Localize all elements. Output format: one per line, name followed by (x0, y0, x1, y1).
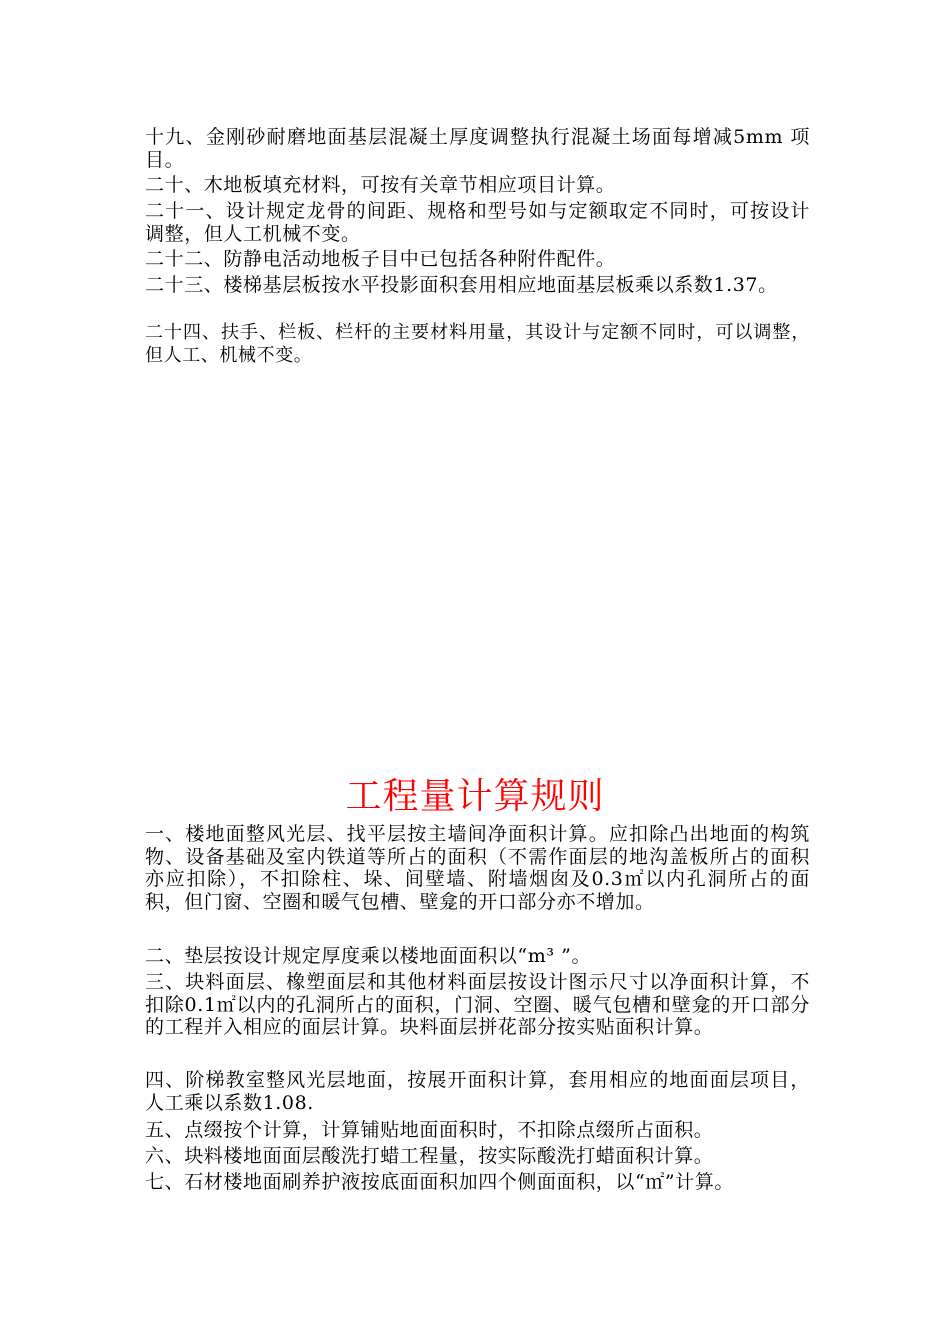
calc-rule-7: 七、石材楼地面刷养护液按底面面积加四个侧面面积，以“㎡”计算。 (145, 1171, 735, 1193)
calc-rule-5: 五、点缀按个计算，计算铺贴地面面积时，不扣除点缀所占面积。 (145, 1119, 714, 1141)
rule-20: 二十、木地板填充材料，可按有关章节相应项目计算。 (145, 174, 616, 196)
calc-rule-4: 四、阶梯教室整风光层地面，按展开面积计算，套用相应的地面面层项目，人工乘以系数1.08. (145, 1069, 810, 1114)
section-title: 工程量计算规则 (345, 776, 605, 817)
calc-rule-3: 三、块料面层、橡塑面层和其他材料面层按设计图示尺寸以净面积计算，不扣除0.1㎡以内的孔洞所占的面积，门洞、空圈、暖气包槽和壁龛的开口部分的工程并入相应的面层计算。块料面层拼花部分按实贴面积计算。 (145, 971, 810, 1038)
rule-22: 二十二、防静电活动地板子目中已包括各种附件配件。 (145, 248, 616, 270)
rule-21: 二十一、设计规定龙骨的间距、规格和型号如与定额取定不同时，可按设计调整，但人工机械不变。 (145, 200, 810, 245)
rule-19: 十九、金刚砂耐磨地面基层混凝土厚度调整执行混凝土场面每增减5mm 项目。 (145, 126, 810, 171)
calc-rule-2: 二、垫层按设计规定厚度乘以楼地面面积以“m³ ”。 (145, 945, 592, 967)
rule-24: 二十四、扶手、栏板、栏杆的主要材料用量，其设计与定额不同时，可以调整，但人工、机械不变。 (145, 322, 810, 366)
rule-23: 二十三、楼梯基层板按水平投影面积套用相应地面基层板乘以系数1.37。 (145, 274, 778, 296)
calc-rule-6: 六、块料楼地面面层酸洗打蜡工程量，按实际酸洗打蜡面积计算。 (145, 1145, 714, 1167)
calc-rule-1: 一、楼地面整风光层、找平层按主墙间净面积计算。应扣除凸出地面的构筑物、设备基础及室内铁道等所占的面积（不需作面层的地沟盖板所占的面积亦应扣除），不扣除柱、垛、间壁墙、附墙烟囱及0.3㎡以内孔洞所占的面积，但门窗、空圈和暖气包槽、壁龛的开口部分亦不增加。 (145, 823, 810, 913)
